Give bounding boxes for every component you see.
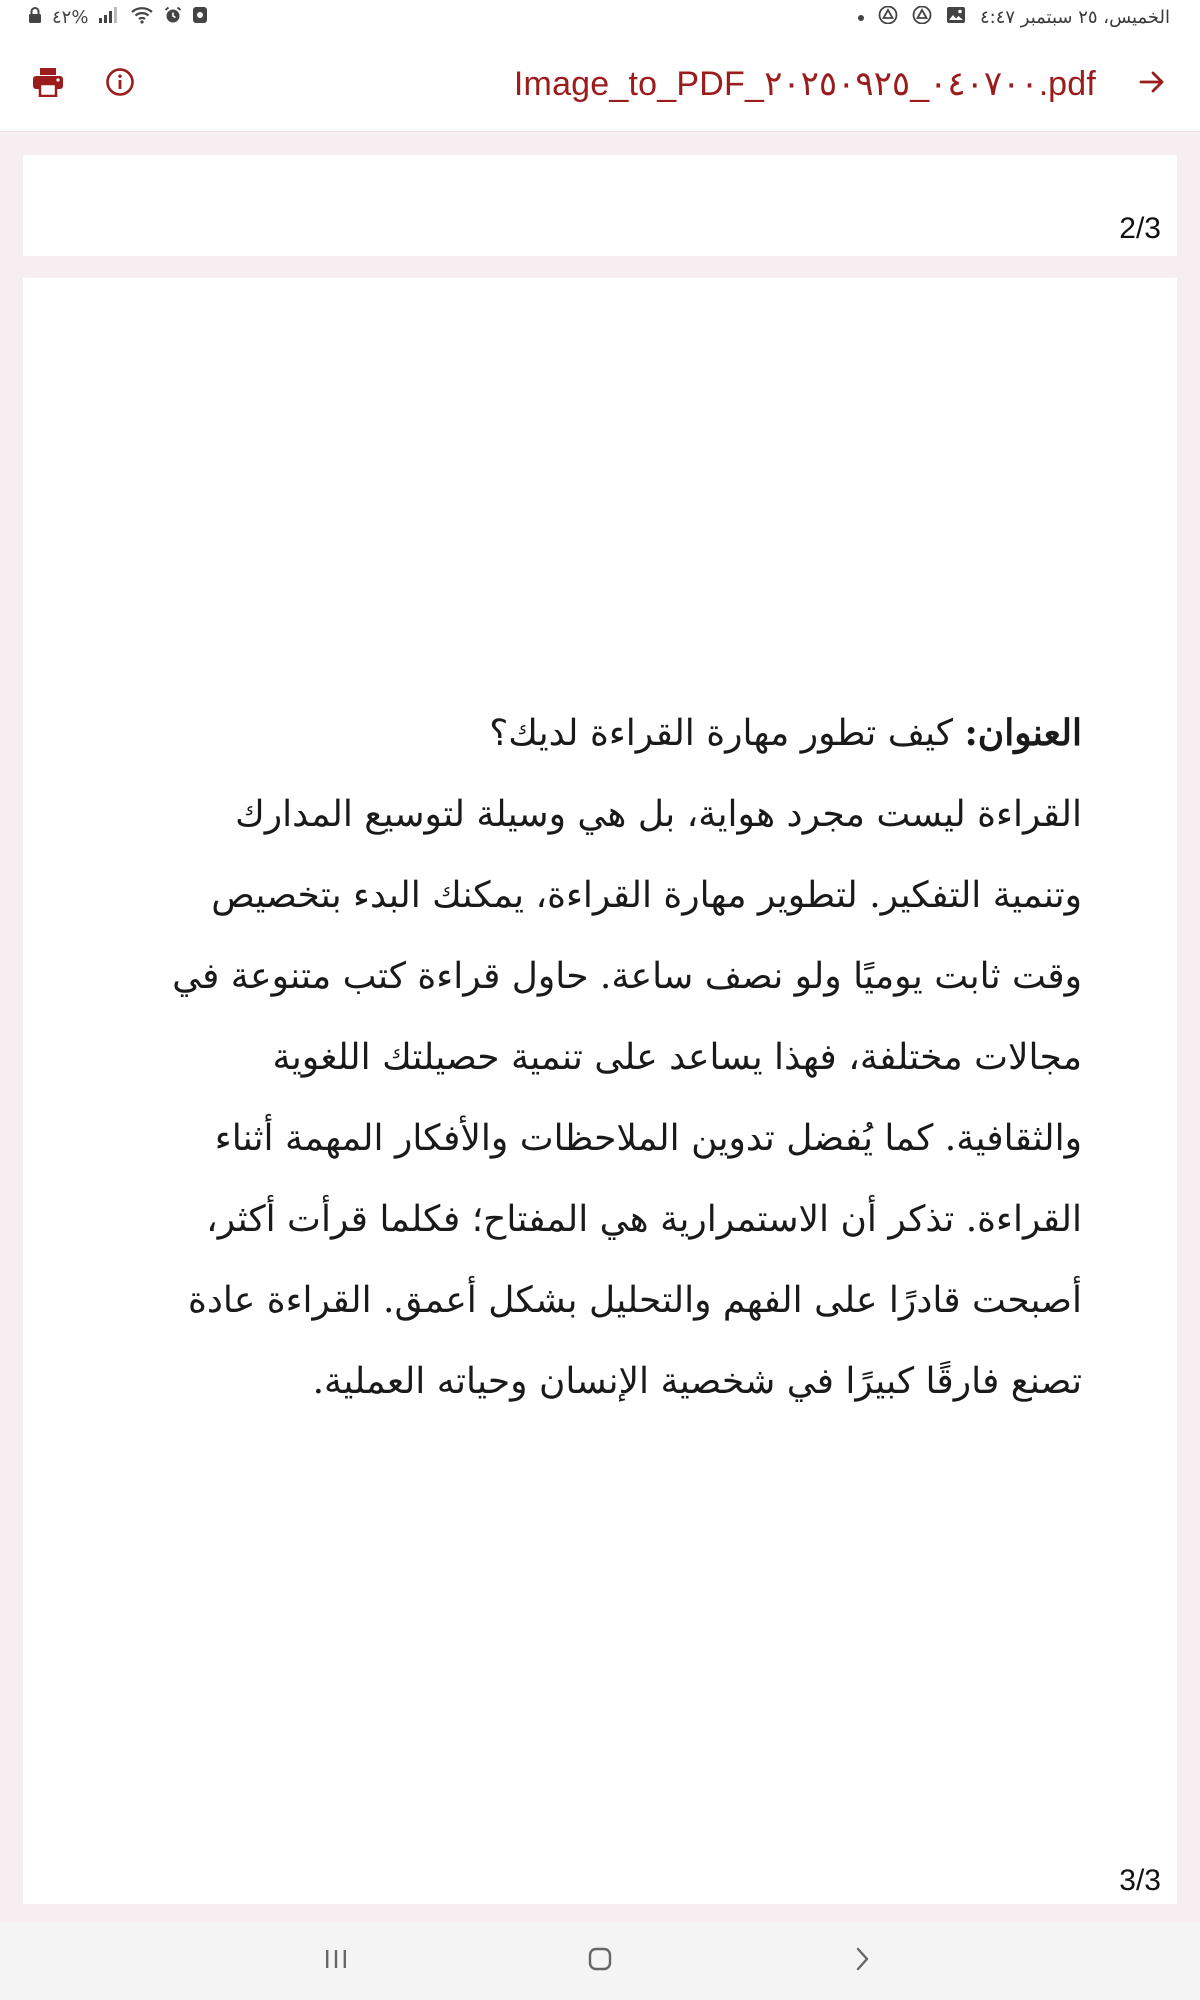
app-bar: [0, 36, 1200, 132]
print-icon: [32, 67, 64, 101]
datetime: الخميس، ٢٥ سبتمبر ٤:٤٧: [979, 7, 1170, 28]
back-button[interactable]: [832, 1936, 892, 1986]
document-title: [162, 693, 1082, 774]
status-right: [858, 6, 1170, 29]
battery-level: ٤٢%: [52, 7, 89, 28]
gallery-icon: [946, 6, 966, 29]
system-nav-bar: [0, 1922, 1200, 2000]
arrow-forward-icon: [1138, 68, 1166, 100]
lock-icon: [28, 6, 42, 29]
home-button[interactable]: [570, 1936, 630, 1986]
signal-icon: [98, 7, 120, 28]
alarm-icon: [164, 6, 182, 29]
pdf-page-2[interactable]: [23, 155, 1177, 256]
document-body: القراءة ليست مجرد هواية، بل هي وسيلة لتوسيع المدارك وتنمية التفكير. لتطوير مهارة القراءة، يمكنك البدء بتخصيص وقت ثابت يوميًا ولو نصف ساعة. حاول قراءة كتب متنوعة في مجالات مختلفة، فهذا يساعد على تنمية حصيلتك اللغوية والثقافية. كما يُفضل تدوين الملاحظات والأفكار المهمة أثناء القراءة. تذكر أن الاستمرارية هي المفتاح؛ فكلما قرأت أكثر، أصبحت قادرًا على الفهم والتحليل بشكل أعمق. القراءة عادة تصنع فارقًا كبيرًا في شخصية الإنسان وحياته العملية.: [172, 794, 1082, 1402]
status-bar: [0, 0, 1200, 36]
drive-icon: [912, 6, 932, 29]
recent-apps-button[interactable]: [306, 1936, 366, 1986]
print-button[interactable]: [24, 60, 72, 108]
page-indicator-3: 3/3: [1119, 1864, 1161, 1897]
title-label: العنوان:: [964, 712, 1082, 754]
title-text: كيف تطور مهارة القراءة لديك؟: [489, 713, 965, 754]
drive-icon-2: [878, 6, 898, 29]
file-name-title: Image_to_PDF_٠٤٠٧٠٠_٢٠٢٥٠٩٢٥.pdf: [513, 65, 1096, 103]
wifi-icon: [130, 6, 154, 29]
info-button[interactable]: [96, 60, 144, 108]
pdf-page-3[interactable]: [23, 278, 1177, 1904]
notification-dot-icon: [858, 15, 864, 21]
chevron-right-icon: [852, 1946, 872, 1976]
lock-badge-icon: [192, 6, 208, 29]
status-icons-left: [28, 6, 208, 29]
page-indicator-2: 2/3: [1119, 212, 1161, 245]
navigate-forward-button[interactable]: [1128, 60, 1176, 108]
document-text: [162, 693, 1082, 1422]
recent-apps-icon: [323, 1947, 349, 1975]
info-icon: [105, 67, 135, 101]
home-icon: [586, 1945, 614, 1977]
